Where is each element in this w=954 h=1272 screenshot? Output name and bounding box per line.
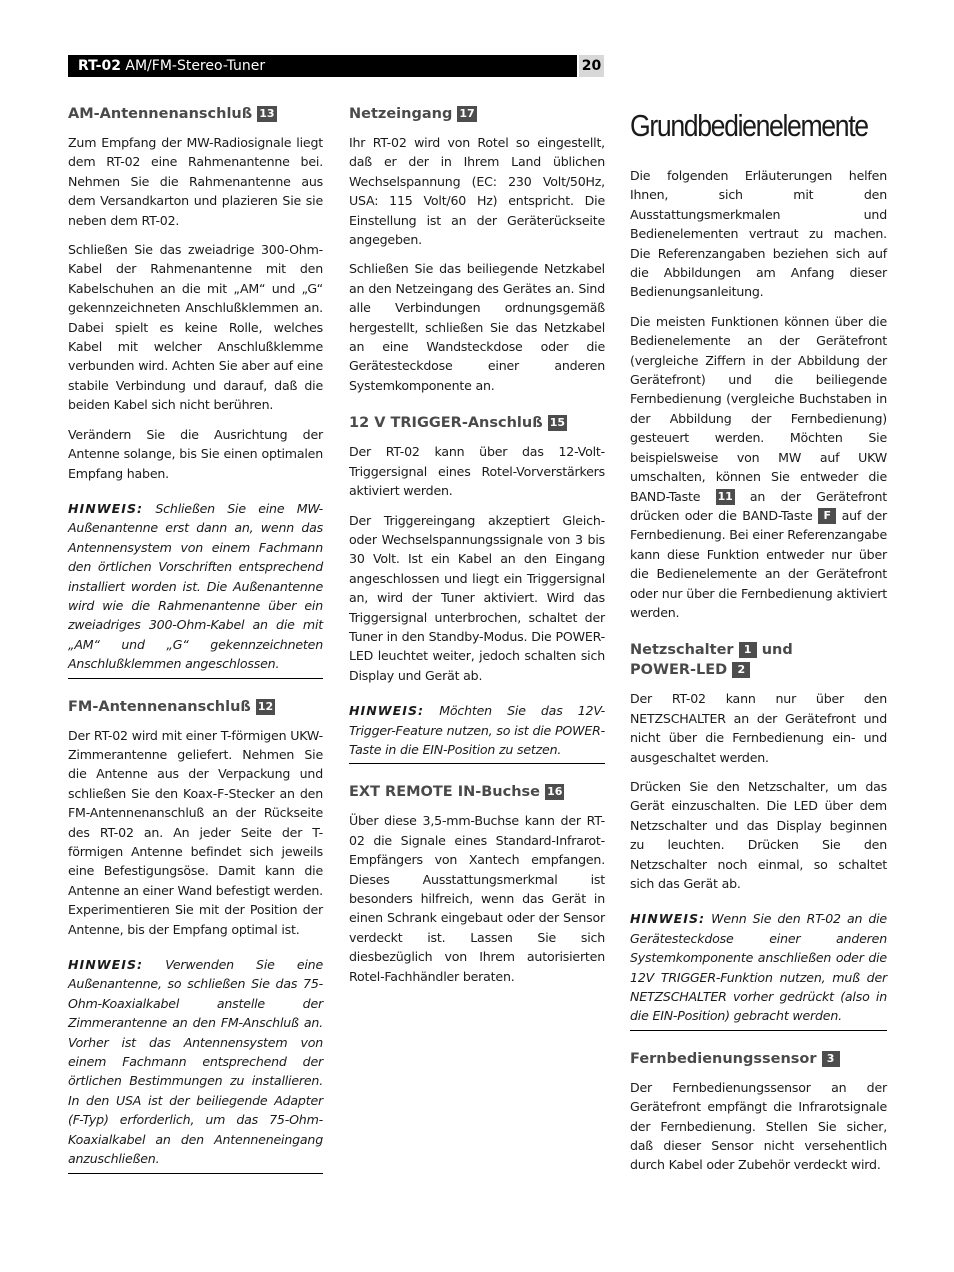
am-antenna-heading: AM-Antennenanschluß 13 — [68, 106, 275, 122]
column-middle — [349, 104, 605, 996]
ref-badge: 3 — [822, 1051, 840, 1067]
note-text: Verwenden Sie eine Außenantenne, so schließen Sie das 75-Ohm-Koaxialkabel anstelle der Zimmerantenne an den FM-Anschluß an. Vorher ist das Antennensystem von einem Fachmann entsprechend der örtlichen Bestimmungen zu installieren. In den USA ist der beiliegende Adapter (F-Typ) erforderlich, um das 75-Ohm-Koaxialkabel an den Antenneneingang anzuschließen. — [68, 957, 323, 1167]
power-switch-heading: Netzschalter 1 und POWER-LED 2 — [630, 642, 793, 679]
note-text: Wenn Sie den RT-02 an die Gerätesteckdose einer anderen Systemkomponente anschließen oder die 12V TRIGGER-Funktion nutzen, muß der NETZSCHALTER vorher gedrückt (also in die EIN-Position) gebracht werden. — [630, 911, 887, 1024]
sensor-paragraph-1: Der Fernbedienungssensor an der Gerätefront empfängt die Infrarotsignale der Fernbedienung. Stellen Sie sicher, daß dieser Sensor nicht versehentlich durch Kabel oder Zubehör verdeckt wird. — [630, 1079, 887, 1173]
header-subtitle: AM/FM-Stereo-Tuner — [125, 58, 266, 74]
switch-paragraph-2: Drücken Sie den Netzschalter, um das Gerät einzuschalten. Die LED über dem Netzschalter und das Display beginnen zu leuchten. Drücken Sie den Netzschalter noch einmal, so schaltet sich das Gerät ab. — [630, 778, 887, 891]
page-header — [68, 55, 604, 77]
power-input-heading: Netzeingang 17 — [349, 106, 475, 122]
note-label: HINWEIS: — [68, 500, 144, 516]
column-right — [630, 104, 887, 1185]
ref-badge: 2 — [732, 662, 750, 678]
ref-badge: 13 — [259, 107, 275, 120]
switch-paragraph-1: Der RT-02 kann nur über den NETZSCHALTER an der Gerätefront und nicht über die Fernbedienung ein- und ausgeschaltet werden. — [630, 691, 887, 765]
trigger-paragraph-2: Der Triggereingang akzeptiert Gleich- oder Wechselspannungssignale von 3 bis 30 Volt. Ist ein Kabel an den Eingang angeschlossen und liegt ein Triggersignal an, wird der Tuner aktiviert. Wird das Triggersignal unterbrochen, schaltet der Tuner in den Standby-Modus. Die POWER-LED leuchtet weiter, jedoch schalten sich Display und Gerät ab. — [349, 512, 605, 683]
header-model: RT-02 — [78, 58, 121, 74]
trigger-heading: 12 V TRIGGER-Anschluß 15 — [349, 415, 566, 432]
ref-badge: 1 — [739, 642, 757, 658]
power-paragraph-2: Schließen Sie das beiliegende Netzkabel an den Netzeingang des Gerätes an. Sind alle Verbindungen ordnungsgemäß hergestellt, schließen Sie das Netzkabel an eine Wandsteckdose oder die Gerätesteckdose einer anderen Systemkomponente an. — [349, 261, 605, 393]
fm-paragraph-1: Der RT-02 wird mit einer T-förmigen UKW-Zimmerantenne geliefert. Nehmen Sie die Antenne aus der Verpackung und schließen Sie den Koax-F-Stecker an den FM-Antennenanschluß an der Rückseite des RT-02 an. An jeder Seite der T-förmigen Antenne befindet sich jeweils eine Befestigungsöse. Damit kann die Antenne an einer Wand befestigt werden. Experimentieren Sie mit der Position der Antenne, bis der Empfang optimal ist. — [68, 727, 323, 937]
note-label: HINWEIS: — [349, 703, 425, 719]
note-text: Möchten Sie das 12V-Trigger-Feature nutzen, so ist die POWER-Taste in die EIN-Position zu setzen. — [349, 703, 605, 757]
ref-badge: 15 — [549, 416, 566, 430]
ref-badge: 17 — [459, 107, 475, 120]
remote-paragraph-1: Über diese 3,5-mm-Buchse kann der RT-02 die Signale eines Standard-Infrarot-Empfängers von Xantech empfangen. Dieses Ausstattungsmerkmal ist besonders hilfreich, wenn das Gerät in einen Schrank eingebaut oder der Sensor verdeckt ist. Lassen Sie sich diesbezüglich von Ihrem autorisierten Rotel-Fachhändler beraten. — [349, 813, 605, 984]
ref-badge: 16 — [547, 785, 563, 799]
trigger-paragraph-1: Der RT-02 kann über das 12-Volt-Triggersignal eines Rotel-Vorverstärkers aktiviert werden. — [349, 444, 605, 499]
fm-note — [68, 955, 323, 1173]
note-label: HINWEIS: — [630, 911, 706, 927]
ref-badge: 11 — [717, 489, 733, 503]
power-paragraph-1: Ihr RT-02 wird von Rotel so eingestellt, daß er der in Ihrem Land üblichen Wechselspannung (EC: 230 Volt/50Hz, USA: 115 Volt/60 Hz) entspricht. Die Einstellung ist an der Geräterückseite angegeben. — [349, 135, 605, 248]
page-number: 20 — [579, 55, 604, 77]
intro-paragraph-2: Die meisten Funktionen können über die Bedienelemente an der Gerätefront (vergleiche Ziffern in der Abbildung der Gerätefront) und die beiliegende Fernbedienung (vergleiche Buchstaben in der Abbildung der Fernbedienung) gesteuert werden. Möchten Sie beispielsweise von MW auf UKW umschalten, können Sie entweder die BAND-Taste 11 an der Gerätefront drücken oder die BAND-Taste F auf der Fernbedienung. Bei einer Referenzangabe kann diese Funktion entweder nur über die Bedienelemente an der Gerätefront oder nur über die Fernbedienung aktiviert werden. — [630, 313, 887, 620]
am-paragraph-3: Verändern Sie die Ausrichtung der Antenne solange, bis Sie einen optimalen Empfang haben. — [68, 426, 323, 481]
ref-badge: 12 — [257, 699, 274, 713]
am-paragraph-1: Zum Empfang der MW-Radiosignale liegt dem RT-02 eine Rahmenantenne bei. Nehmen Sie die Rahmenantenne aus dem Versandkarton und plazieren Sie sie neben dem RT-02. — [68, 135, 323, 228]
ref-badge: F — [818, 508, 836, 524]
switch-note — [630, 909, 887, 1030]
header-bar — [68, 55, 577, 77]
am-paragraph-2: Schließen Sie das zweiadrige 300-Ohm-Kabel der Rahmenantenne mit den Kabelschuhen an die mit „AM“ und „G“ gekennzeichneten Anschlußklemmen an. Dabei spielt es keine Rolle, welches Kabel mit welcher Anschlußklemme verbunden wird. Achten Sie aber auf eine stabile Verbindung und darauf, daß die beiden Kabel sich nicht berühren. — [68, 242, 323, 413]
note-text: Schließen Sie eine MW-Außenantenne erst dann an, wenn das Antennensystem von einem Fachmann den örtlichen Vorschriften entsprechend installiert worden ist. Die Außenantenne wird wie die Rahmenantenne über ein zweiadriges 300-Ohm-Kabel an die mit „AM“ und „G“ gekennzeichneten Anschlußklemmen angeschlossen. — [68, 500, 323, 672]
column-left — [68, 104, 323, 1184]
fm-antenna-heading: FM-Antennenanschluß 12 — [68, 698, 274, 715]
trigger-note — [349, 701, 605, 764]
section-title: Grundbedienelemente — [630, 108, 868, 143]
intro-paragraph-1: Die folgenden Erläuterungen helfen Ihnen, sich mit den Ausstattungsmerkmalen und Bedienelementen vertraut zu machen. Die Referenzangaben beziehen sich auf die Abbildungen am Anfang dieser Bedienungsanleitung. — [630, 168, 887, 300]
am-note — [68, 499, 323, 679]
note-label: HINWEIS: — [68, 957, 144, 973]
remote-sensor-heading: Fernbedienungssensor 3 — [630, 1049, 887, 1069]
ext-remote-heading: EXT REMOTE IN-Buchse 16 — [349, 784, 563, 801]
